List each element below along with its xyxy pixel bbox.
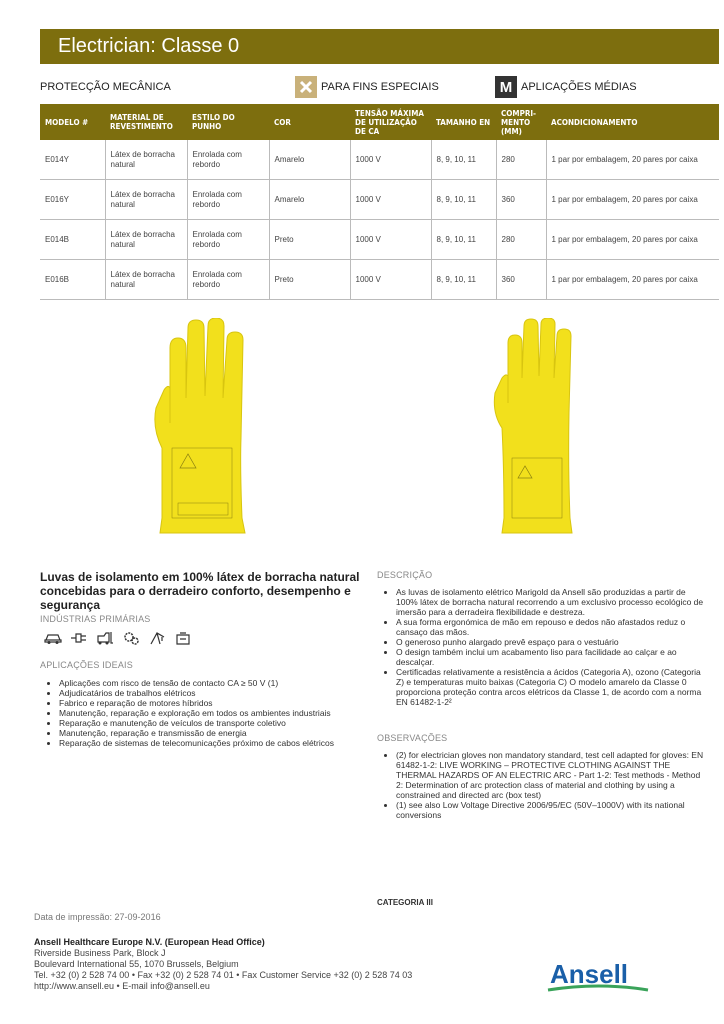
industries-label: INDÚSTRIAS PRIMÁRIAS xyxy=(40,614,151,624)
crane-icon xyxy=(148,631,166,648)
table-cell: 1 par por embalagem, 20 pares por caixa xyxy=(546,180,719,220)
table-cell: Preto xyxy=(269,220,350,260)
property-special xyxy=(295,74,439,100)
list-item: • Aplicações com risco de tensão de contacto CA ≥ 50 V (1) xyxy=(59,678,349,688)
list-item: • Manutenção, reparação e transmissão de energia xyxy=(59,728,349,738)
list-item: • (1) see also Low Voltage Directive 2006/95/EC (50V–1000V) with its national conversions xyxy=(396,800,706,820)
table-cell: Látex de borracha natural xyxy=(105,140,187,180)
industry-icons xyxy=(44,631,192,648)
property-label: PROTECÇÃO MECÂNICA xyxy=(40,81,171,93)
observations-list xyxy=(382,750,706,820)
observations-label: OBSERVAÇÕES xyxy=(377,733,448,743)
address-line: Boulevard International 55, 1070 Brussels, Belgium xyxy=(34,959,239,969)
description-list xyxy=(382,587,706,707)
table-cell: E014B xyxy=(40,220,105,260)
table-row xyxy=(40,140,719,180)
table-cell: Enrolada com rebordo xyxy=(187,140,269,180)
column-header: MODELO # xyxy=(40,104,105,140)
table-cell: 360 xyxy=(496,180,546,220)
property-medium xyxy=(495,74,637,100)
table-row xyxy=(40,180,719,220)
table-cell: E016Y xyxy=(40,180,105,220)
list-item: • Manutenção, reparação e exploração em todos os ambientes industriais xyxy=(59,708,349,718)
table-cell: 1000 V xyxy=(350,220,431,260)
table-cell: Látex de borracha natural xyxy=(105,260,187,300)
table-cell: Amarelo xyxy=(269,180,350,220)
table-cell: 280 xyxy=(496,140,546,180)
properties-row xyxy=(40,74,719,100)
logo-text: Ansell xyxy=(550,959,629,989)
table-cell: Preto xyxy=(269,260,350,300)
table-cell: Enrolada com rebordo xyxy=(187,260,269,300)
column-header: COMPRI- MENTO (MM) xyxy=(496,104,546,140)
table-cell: 1 par por embalagem, 20 pares por caixa xyxy=(546,140,719,180)
applications-list xyxy=(45,678,349,748)
property-label: APLICAÇÕES MÉDIAS xyxy=(521,81,637,93)
glove-image-long xyxy=(490,318,580,548)
table-cell: 1000 V xyxy=(350,140,431,180)
table-row xyxy=(40,220,719,260)
footer xyxy=(34,937,412,992)
title-bar xyxy=(40,29,719,64)
list-item: • As luvas de isolamento elétrico Marigold da Ansell são produzidas a partir de 100% látex de borracha natural recorrendo a um exclusivo processo ecológico de imersão para a derradeira flexibilidade e destreza. xyxy=(396,587,706,617)
column-header: TENSÃO MÁXIMA DE UTILIZAÇÃO DE CA xyxy=(350,104,431,140)
table-cell: 280 xyxy=(496,220,546,260)
page-title: Electrician: Classe 0 xyxy=(58,35,240,57)
list-item: • Reparação de sistemas de telecomunicações próximo de cabos elétricos xyxy=(59,738,349,748)
contact-line: Tel. +32 (0) 2 528 74 00 • Fax +32 (0) 2 528 74 01 • Fax Customer Service +32 (0) 2 528 74 03 xyxy=(34,970,413,980)
spec-table xyxy=(40,104,719,300)
table-cell: Látex de borracha natural xyxy=(105,220,187,260)
table-cell: Enrolada com rebordo xyxy=(187,220,269,260)
list-item: • O generoso punho alargado prevê espaço para o vestuário xyxy=(396,637,706,647)
table-cell: Enrolada com rebordo xyxy=(187,180,269,220)
plug-icon xyxy=(70,631,88,648)
table-cell: 360 xyxy=(496,260,546,300)
column-header: COR xyxy=(269,104,350,140)
list-item: • Adjudicatários de trabalhos elétricos xyxy=(59,688,349,698)
column-header: ACONDICIONAMENTO xyxy=(546,104,719,140)
table-cell: E016B xyxy=(40,260,105,300)
m-icon: M xyxy=(495,76,517,98)
applications-label: APLICAÇÕES IDEAIS xyxy=(40,660,133,670)
property-mechanical xyxy=(40,74,171,100)
address-line: Riverside Business Park, Block J xyxy=(34,948,166,958)
table-cell: Látex de borracha natural xyxy=(105,180,187,220)
glove-image-short xyxy=(150,318,260,548)
x-icon xyxy=(295,76,317,98)
list-item: • Certificadas relativamente a resistência a ácidos (Categoria A), ozono (Categoria Z) e temperaturas muito baixas (Categoria C) O modelo amarelo da Classe 0 proporciona proteção contra arcos elétricos da Classe 1, de acordo com a norma EN 61482-1-2² xyxy=(396,667,706,707)
table-cell: 1 par por embalagem, 20 pares por caixa xyxy=(546,220,719,260)
table-row xyxy=(40,260,719,300)
table-header-row xyxy=(40,104,719,140)
list-item: • Reparação e manutenção de veículos de transporte coletivo xyxy=(59,718,349,728)
table-cell: 1 par por embalagem, 20 pares por caixa xyxy=(546,260,719,300)
table-cell: 8, 9, 10, 11 xyxy=(431,140,496,180)
list-item: • O design também inclui um acabamento liso para facilidade ao calçar e ao descalçar. xyxy=(396,647,706,667)
category-label: CATEGORIA III xyxy=(377,898,433,907)
column-header: MATERIAL DE REVESTIMENTO xyxy=(105,104,187,140)
table-cell: 8, 9, 10, 11 xyxy=(431,260,496,300)
column-header: ESTILO DO PUNHO xyxy=(187,104,269,140)
forklift-icon xyxy=(96,631,114,648)
table-cell: 1000 V xyxy=(350,260,431,300)
gears-icon xyxy=(122,631,140,648)
print-date: Data de impressão: 27-09-2016 xyxy=(34,912,161,922)
property-label: PARA FINS ESPECIAIS xyxy=(321,81,439,93)
list-item: • A sua forma ergonómica de mão em repouso e dedos não afastados reduz o cansaço das mãos. xyxy=(396,617,706,637)
table-cell: 1000 V xyxy=(350,180,431,220)
table-cell: Amarelo xyxy=(269,140,350,180)
description-label: DESCRIÇÃO xyxy=(377,570,433,580)
ansell-logo xyxy=(544,957,654,997)
list-item: • (2) for electrician gloves non mandatory standard, test cell adapted for gloves: EN 61482-1-2: LIVE WORKING – PROTECTIVE CLOTHING AGAINST THE THERMAL HAZARDS OF AN ELECTRIC ARC - Part 1-2: Test methods - Method 2: Determination of arc protection class of material and clothing by using a constrained and directed arc (box test) xyxy=(396,750,706,800)
table-cell: E014Y xyxy=(40,140,105,180)
company-name: Ansell Healthcare Europe N.V. (European Head Office) xyxy=(34,937,265,947)
product-title: Luvas de isolamento em 100% látex de borracha natural concebidas para o derradeiro conforto, desempenho e segurança xyxy=(40,570,360,612)
table-cell: 8, 9, 10, 11 xyxy=(431,180,496,220)
column-header: TAMANHO EN xyxy=(431,104,496,140)
battery-icon xyxy=(174,631,192,648)
table-cell: 8, 9, 10, 11 xyxy=(431,220,496,260)
list-item: • Fabrico e reparação de motores híbridos xyxy=(59,698,349,708)
web-email-line: http://www.ansell.eu • E-mail info@ansell.eu xyxy=(34,981,210,991)
car-icon xyxy=(44,631,62,648)
